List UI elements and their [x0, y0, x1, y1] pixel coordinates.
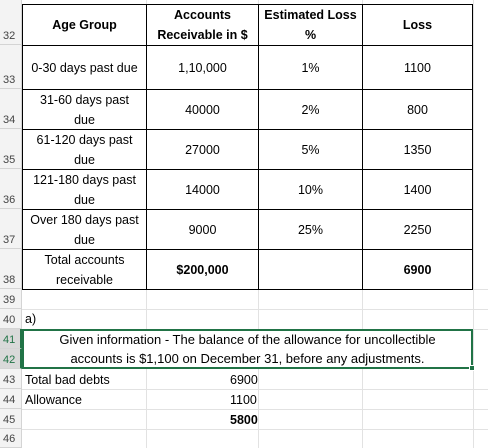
cell-text: 27000: [185, 142, 220, 157]
cell-age-group[interactable]: [22, 209, 147, 250]
cell-estimated[interactable]: [258, 45, 363, 90]
header-line: Loss: [402, 18, 433, 32]
row-header-35[interactable]: 35: [0, 129, 22, 169]
cell-estimated[interactable]: [258, 129, 363, 170]
cell-receivable[interactable]: [146, 89, 259, 130]
header-accounts-receivable[interactable]: [146, 4, 259, 46]
note-line: accounts is $1,100 on December 31, before any adjustments.: [70, 351, 425, 366]
cell-text: 9000: [188, 222, 217, 237]
cell-loss[interactable]: [362, 209, 473, 250]
cell-estimated[interactable]: [258, 89, 363, 130]
cell-text: 1,10,000: [178, 60, 227, 75]
cell-text: 2%: [301, 102, 320, 117]
row-header-44[interactable]: 44: [0, 389, 22, 409]
row-header-39[interactable]: 39: [0, 289, 22, 309]
cell-text: 14000: [185, 182, 220, 197]
cell-total-receivable[interactable]: [146, 249, 259, 290]
cell-estimated[interactable]: [258, 209, 363, 250]
header-line: Estimated Loss: [264, 8, 357, 22]
info-note-cell[interactable]: [22, 329, 473, 369]
cell-text: due: [74, 112, 95, 127]
cell-text: 1400: [403, 182, 432, 197]
header-loss[interactable]: [362, 4, 473, 46]
row-header-42[interactable]: 42: [0, 349, 22, 369]
cell-age-group[interactable]: [22, 129, 147, 170]
header-line: %: [304, 28, 317, 42]
header-estimated-loss[interactable]: [258, 4, 363, 46]
cell-text: 1100: [404, 60, 431, 75]
cell-text: 121-180 days past: [33, 172, 136, 187]
fill-handle[interactable]: [469, 365, 475, 371]
cell-text: 800: [407, 102, 428, 117]
row-header-38[interactable]: 38: [0, 249, 22, 289]
row-header-43[interactable]: 43: [0, 369, 22, 389]
cell-text: due: [74, 152, 95, 167]
cell-text: $200,000: [176, 262, 229, 277]
cell-total-loss[interactable]: [362, 249, 473, 290]
cell-age-group[interactable]: [22, 45, 147, 90]
cell-text: 40000: [185, 102, 220, 117]
cell-estimated[interactable]: [258, 169, 363, 210]
cell-text: 10%: [297, 182, 324, 197]
header-line: Receivable in $: [157, 28, 248, 42]
note-line: Given information - The balance of the allowance for uncollectible: [59, 332, 436, 347]
cell-text: Over 180 days past: [30, 212, 139, 227]
header-age-group-label: Age Group: [52, 18, 117, 32]
calc-value[interactable]: 1100: [230, 393, 257, 407]
calc-label[interactable]: Total bad debts: [25, 373, 110, 387]
cell-text: 61-120 days past: [36, 132, 133, 147]
cell-text: Total accounts: [44, 252, 125, 267]
cell-loss[interactable]: [362, 169, 473, 210]
cell-text: 6900: [403, 262, 432, 277]
cell-text: 0-30 days past due: [31, 60, 138, 75]
cell-total-estimated[interactable]: [258, 249, 363, 290]
cell-text: due: [74, 232, 95, 247]
cell-loss[interactable]: [362, 89, 473, 130]
row-header-46[interactable]: 46: [0, 429, 22, 448]
row-header-33[interactable]: 33: [0, 45, 22, 89]
cell-receivable[interactable]: [146, 169, 259, 210]
cell-age-group[interactable]: [22, 169, 147, 210]
calc-result-value[interactable]: 5800: [230, 413, 258, 427]
row-header-36[interactable]: 36: [0, 169, 22, 209]
row-header-34[interactable]: 34: [0, 89, 22, 129]
cell-text: 1350: [403, 142, 432, 157]
cell-text: 2250: [403, 222, 432, 237]
cell-text: receivable: [56, 272, 113, 287]
row-header-40[interactable]: 40: [0, 309, 22, 329]
row-header-41[interactable]: 41: [0, 329, 22, 349]
row-header-37[interactable]: 37: [0, 209, 22, 249]
cell-text: 1%: [301, 60, 320, 75]
cell-text: 25%: [297, 222, 324, 237]
header-line: Accounts: [174, 8, 231, 22]
cell-total-label[interactable]: [22, 249, 147, 290]
header-age-group[interactable]: [22, 4, 147, 46]
cell-receivable[interactable]: [146, 209, 259, 250]
cell-text: due: [74, 192, 95, 207]
row-header-32[interactable]: 32: [0, 0, 22, 45]
cell-loss[interactable]: [362, 129, 473, 170]
section-label[interactable]: a): [25, 312, 37, 326]
cell-text: 5%: [301, 142, 320, 157]
row-header-45[interactable]: 45: [0, 409, 22, 429]
cell-age-group[interactable]: [22, 89, 147, 130]
cell-loss[interactable]: [362, 45, 473, 90]
cell-receivable[interactable]: [146, 129, 259, 170]
cell-text: 31-60 days past: [40, 92, 129, 107]
calc-value[interactable]: 6900: [230, 373, 258, 387]
calc-label[interactable]: Allowance: [25, 393, 82, 407]
cell-receivable[interactable]: [146, 45, 259, 90]
